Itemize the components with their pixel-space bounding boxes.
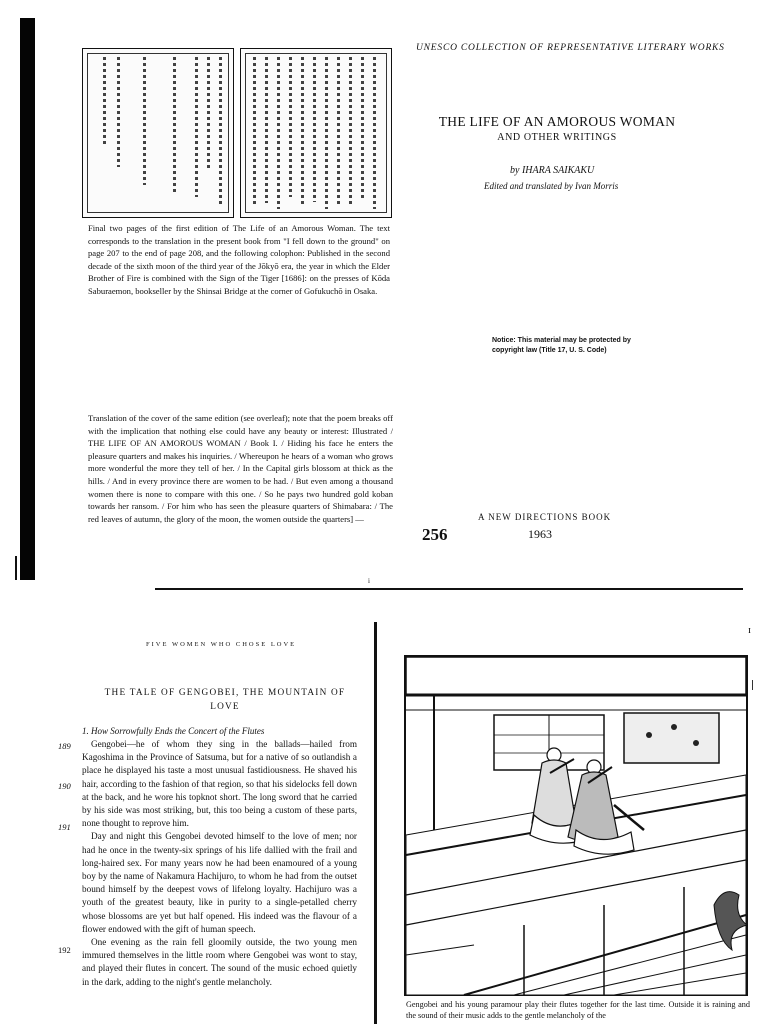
story-body — [82, 738, 357, 989]
illustration-caption: Gengobei and his young paramour play their flutes together for the last time. Outside it is raining and the sound of their music adds to the gentle melancholy of the — [406, 1000, 750, 1020]
cover-translation-caption: Translation of the cover of the same edition (see overleaf); note that the poem breaks off with the implication that nothing else could have any beauty or interest: Illustrated / THE LIFE OF AN AMOROUS WOMAN / Book I. / Hiding his face he enters the pleasure quarters and makes his inquiries. / Whereupon he hears of a woman who grows more wonderful the more they tell of her. / In the Capital girls blossom at thick as the hills. / And in every province there are women to be had. / But even among a thousand women there is none to compare with this one. / So he pays two hundred gold koban towards her ransom. / For him who has seen the pleasure quarters of Shimabara: / The red leaves of autumn, the glory of the moon, the women outside the quarters] — — [88, 413, 393, 524]
page-divider-vertical — [374, 622, 377, 1024]
story-paragraph: Day and night this Gengobei devoted himself to the love of men; nor had he once in the twenty-six springs of his life dallied with the frail and long-haired sex. For many years now he had been enamoured of a young boy by the name of Nakamura Hachijuro, to whom he had from the outset bound himself by the deepest vows of lifelong loyalty. Hachijuro was a youth of the greatest beauty, like in purity to a single-petalled cherry whose blossoms are yet but half opened. His indeed was the flavour of a flower endowed with the gift of human speech. — [82, 831, 357, 934]
author-byline: by IHARA SAIKAKU — [510, 165, 595, 176]
scan-edge-bar — [20, 18, 35, 580]
woodblock-illustration — [404, 655, 748, 996]
margin-page-number: 192 — [58, 945, 71, 955]
margin-page-number: 191 — [58, 822, 71, 832]
copyright-line-2: copyright law (Title 17, U. S. Code) — [492, 347, 607, 354]
book-title: THE LIFE OF AN AMOROUS WOMAN — [438, 114, 676, 129]
running-head: FIVE WOMEN WHO CHOSE LOVE — [146, 641, 297, 648]
translator-line: Edited and translated by Ivan Morris — [484, 181, 619, 191]
tale-title: THE TALE OF GENGOBEI, THE MOUNTAIN OF LOVE — [104, 688, 346, 712]
publication-year: 1963 — [528, 527, 552, 541]
scan-edge-mark — [15, 556, 17, 580]
section-heading: 1. How Sorrowfully Ends the Concert of the Flutes — [82, 726, 265, 736]
copyright-notice — [492, 336, 672, 356]
margin-page-number: 189 — [58, 741, 71, 751]
book-subtitle: AND OTHER WRITINGS — [497, 132, 617, 143]
facsimile-pages-image — [82, 48, 390, 216]
page-divider-horizontal — [155, 588, 743, 590]
facsimile-caption: Final two pages of the first edition of The Life of an Amorous Woman. The text corresponds to the translation in the present book from "I fell down to the ground" on page 207 to the end of page 208, and the following colophon: Published in the second decade of the sixth moon of the third year of the Jōkyō era, the year in which the Elder Brother of Fire is combined with the Sign of the Tiger [1686]: on the presses of Kōda Saburaemon, bookseller by the Shinsai Bridge at the corner of Gofukuchō in Osaka. — [88, 223, 390, 296]
facsimile-text-page — [240, 48, 392, 218]
page-marker: i — [368, 577, 370, 585]
series-title: UNESCO COLLECTION OF REPRESENTATIVE LITERARY WORKS — [416, 43, 725, 53]
copyright-line-1: Notice: This material may be protected by — [492, 337, 631, 344]
story-paragraph: One evening as the rain fell gloomily outside, the two young men immured themselves in the little room where Gengobei was wont to stay, and played their flutes in concert. The sound of the music echoed quietly in the dark, adding to the night's gentle melancholy. — [82, 937, 357, 987]
catalog-number: 256 — [422, 525, 448, 544]
publisher-line: A NEW DIRECTIONS BOOK — [478, 512, 612, 522]
scan-mark: ɪ — [748, 624, 752, 636]
scan-mark-tick — [752, 680, 753, 690]
story-paragraph: Gengobei—he of whom they sing in the ballads—hailed from Kagoshima in the Province of Satsuma, but for a native of so outlandish a place he displayed his taste a most unusual fastidiousness. He shaved his hair, according to the fashion of that region, so that his sidelocks fell down at the back, and he wore his topknot short. The long sword that he carried by his side was most striking, but, this too being a custom of these parts, none thought to reprove him. — [82, 739, 357, 829]
margin-page-number: 190 — [58, 781, 71, 791]
facsimile-colophon-page — [82, 48, 234, 218]
